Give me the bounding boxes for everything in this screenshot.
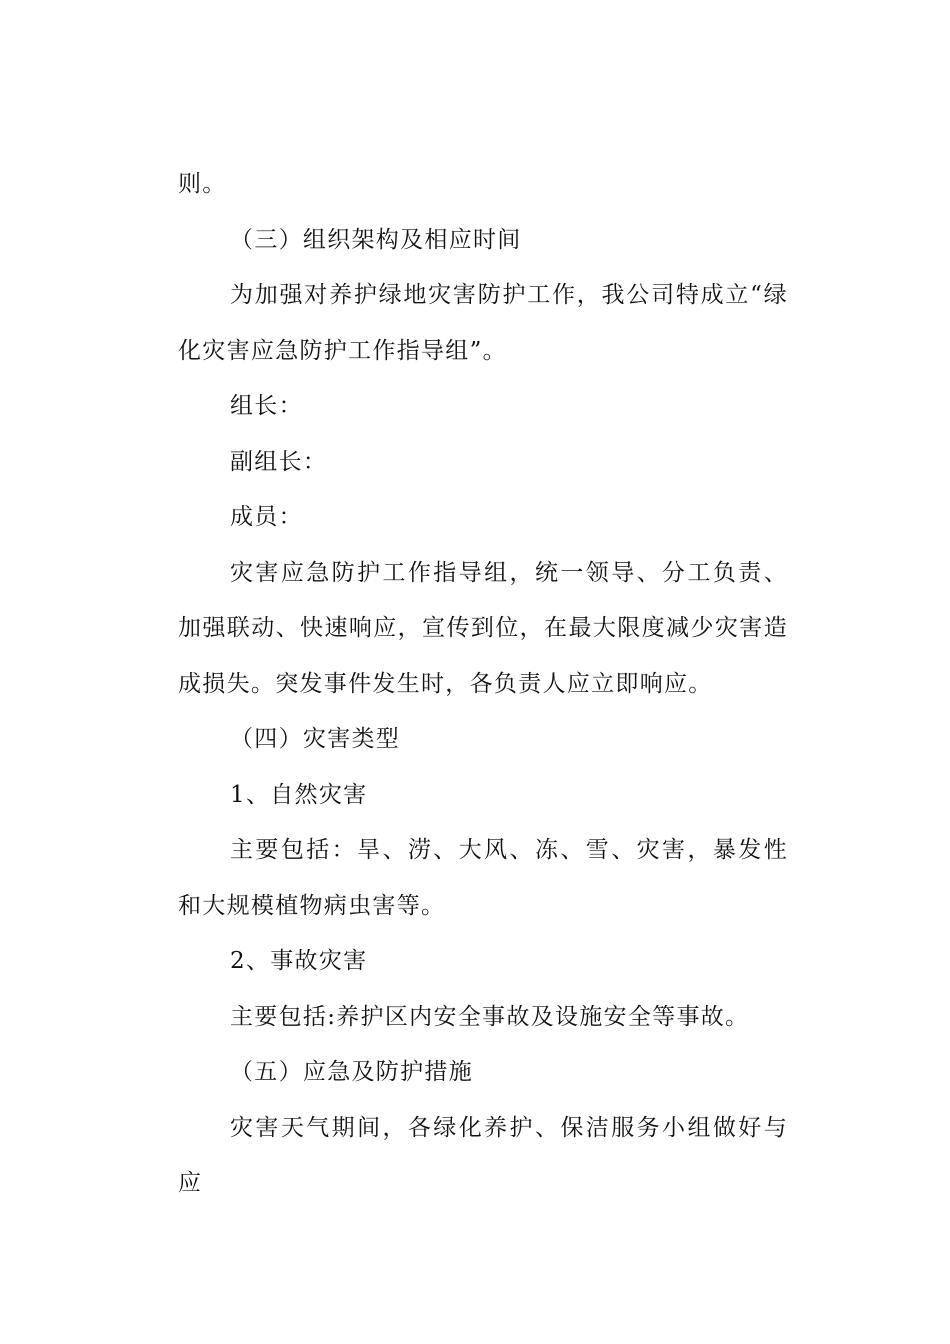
paragraph-measures: 灾害天气期间，各绿化养护、保洁服务小组做好与应 [178,1114,788,1196]
paragraph-guidance: 灾害应急防护工作指导组，统一领导、分工负责、加强联动、快速响应，宣传到位，在最大限度减少灾害造成损失。突发事件发生时，各负责人应立即响应。 [178,559,788,697]
subheading-natural-disaster: 1、自然灾害 [230,781,368,808]
document-body [178,157,788,1212]
paragraph-accident-disaster: 主要包括:养护区内安全事故及设施安全等事故。 [230,1003,750,1030]
field-deputy-leader: 副组长： [230,448,328,475]
field-group-leader: 组长： [230,393,303,419]
paragraph-natural-disaster: 主要包括：旱、涝、大风、冻、雪、灾害，暴发性和大规模植物病虫害等。 [178,837,788,919]
paragraph-continuation: 则。 [178,171,227,197]
paragraph-purpose: 为加强对养护绿地灾害防护工作，我公司特成立“绿化灾害应急防护工作指导组”。 [178,282,788,364]
section-heading-3: （三）组织架构及相应时间 [230,226,522,253]
section-heading-4: （四）灾害类型 [230,726,401,752]
section-heading-5: （五）应急及防护措施 [230,1059,473,1085]
subheading-accident-disaster: 2、事故灾害 [230,948,368,974]
field-members: 成员： [230,504,303,530]
